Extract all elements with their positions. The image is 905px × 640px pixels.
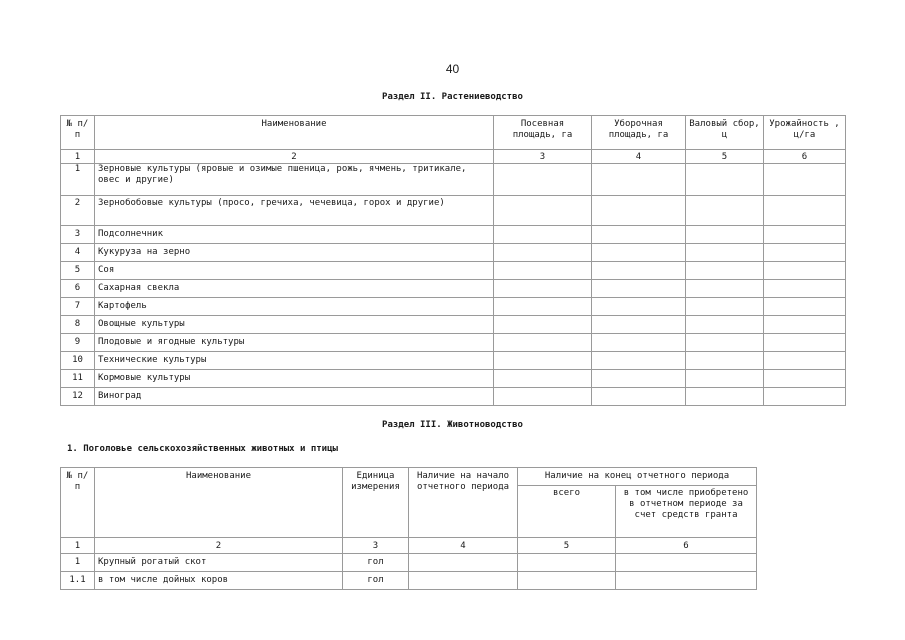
productivity-cell[interactable] — [764, 370, 846, 388]
productivity-cell[interactable] — [764, 196, 846, 226]
harvest-area-cell[interactable] — [592, 262, 686, 280]
table-row — [61, 298, 846, 316]
end-grant-cell[interactable] — [616, 572, 757, 590]
table-row — [61, 226, 846, 244]
gross-yield-cell[interactable] — [686, 334, 764, 352]
start-of-period-cell[interactable] — [409, 554, 518, 572]
row-number: 10 — [61, 352, 95, 370]
table-row — [61, 352, 846, 370]
row-number: 3 — [61, 226, 95, 244]
gross-yield-cell[interactable] — [686, 352, 764, 370]
row-number: 5 — [61, 262, 95, 280]
productivity-cell[interactable] — [764, 244, 846, 262]
col-number: 6 — [764, 150, 846, 164]
productivity-cell[interactable] — [764, 298, 846, 316]
harvest-area-cell[interactable] — [592, 370, 686, 388]
header-end-total: всего — [518, 486, 616, 538]
gross-yield-cell[interactable] — [686, 280, 764, 298]
row-name: Картофель — [95, 298, 494, 316]
header-name: Наименование — [95, 116, 494, 150]
harvest-area-cell[interactable] — [592, 298, 686, 316]
productivity-cell[interactable] — [764, 262, 846, 280]
row-name: Кукуруза на зерно — [95, 244, 494, 262]
row-number: 8 — [61, 316, 95, 334]
row-number: 12 — [61, 388, 95, 406]
gross-yield-cell[interactable] — [686, 226, 764, 244]
row-number: 1 — [61, 164, 95, 196]
row-name: Сахарная свекла — [95, 280, 494, 298]
row-unit: гол — [343, 572, 409, 590]
col-number: 6 — [616, 538, 757, 554]
col-number: 4 — [409, 538, 518, 554]
table-row — [61, 572, 757, 590]
header-harvest-area: Уборочная площадь, га — [592, 116, 686, 150]
gross-yield-cell[interactable] — [686, 262, 764, 280]
row-name: Плодовые и ягодные культуры — [95, 334, 494, 352]
column-number-row — [61, 538, 757, 554]
header-productivity: Урожайность , ц/га — [764, 116, 846, 150]
sown-area-cell[interactable] — [494, 244, 592, 262]
table-row — [61, 334, 846, 352]
harvest-area-cell[interactable] — [592, 316, 686, 334]
header-unit: Единица измерения — [343, 468, 409, 538]
header-name: Наименование — [95, 468, 343, 538]
sown-area-cell[interactable] — [494, 262, 592, 280]
productivity-cell[interactable] — [764, 280, 846, 298]
row-number: 6 — [61, 280, 95, 298]
col-number: 2 — [95, 538, 343, 554]
table-row — [61, 196, 846, 226]
table-row — [61, 370, 846, 388]
productivity-cell[interactable] — [764, 316, 846, 334]
productivity-cell[interactable] — [764, 226, 846, 244]
end-total-cell[interactable] — [518, 554, 616, 572]
table-row — [61, 316, 846, 334]
row-name: Подсолнечник — [95, 226, 494, 244]
header-num: № п/п — [61, 468, 95, 538]
row-name: Зернобобовые культуры (просо, гречиха, чечевица, горох и другие) — [95, 196, 494, 226]
gross-yield-cell[interactable] — [686, 316, 764, 334]
harvest-area-cell[interactable] — [592, 388, 686, 406]
productivity-cell[interactable] — [764, 164, 846, 196]
harvest-area-cell[interactable] — [592, 164, 686, 196]
sown-area-cell[interactable] — [494, 316, 592, 334]
end-grant-cell[interactable] — [616, 554, 757, 572]
header-sown-area: Посевная площадь, га — [494, 116, 592, 150]
row-number: 1 — [61, 554, 95, 572]
gross-yield-cell[interactable] — [686, 196, 764, 226]
table-row — [61, 388, 846, 406]
harvest-area-cell[interactable] — [592, 196, 686, 226]
sown-area-cell[interactable] — [494, 370, 592, 388]
sown-area-cell[interactable] — [494, 334, 592, 352]
row-name: Крупный рогатый скот — [95, 554, 343, 572]
col-number: 4 — [592, 150, 686, 164]
harvest-area-cell[interactable] — [592, 334, 686, 352]
row-number: 2 — [61, 196, 95, 226]
row-name: Соя — [95, 262, 494, 280]
gross-yield-cell[interactable] — [686, 244, 764, 262]
col-number: 1 — [61, 538, 95, 554]
gross-yield-cell[interactable] — [686, 164, 764, 196]
sown-area-cell[interactable] — [494, 352, 592, 370]
row-unit: гол — [343, 554, 409, 572]
start-of-period-cell[interactable] — [409, 572, 518, 590]
col-number: 5 — [518, 538, 616, 554]
productivity-cell[interactable] — [764, 334, 846, 352]
col-number: 3 — [343, 538, 409, 554]
end-total-cell[interactable] — [518, 572, 616, 590]
gross-yield-cell[interactable] — [686, 370, 764, 388]
sown-area-cell[interactable] — [494, 280, 592, 298]
row-number: 7 — [61, 298, 95, 316]
sown-area-cell[interactable] — [494, 388, 592, 406]
row-number: 4 — [61, 244, 95, 262]
livestock-subtitle: 1. Поголовье сельскохозяйственных животных и птицы — [67, 444, 338, 454]
column-number-row — [61, 150, 846, 164]
row-name: Зерновые культуры (яровые и озимые пшеница, рожь, ячмень, тритикале, овес и другие) — [95, 164, 494, 196]
sown-area-cell[interactable] — [494, 226, 592, 244]
page-number: 40 — [445, 62, 460, 76]
productivity-cell[interactable] — [764, 352, 846, 370]
col-number: 2 — [95, 150, 494, 164]
row-name: Кормовые культуры — [95, 370, 494, 388]
harvest-area-cell[interactable] — [592, 244, 686, 262]
sown-area-cell[interactable] — [494, 164, 592, 196]
header-end-of-period: Наличие на конец отчетного периода — [518, 468, 757, 486]
table-row — [61, 280, 846, 298]
productivity-cell[interactable] — [764, 388, 846, 406]
section-3-title: Раздел III. Животноводство — [382, 420, 523, 430]
col-number: 5 — [686, 150, 764, 164]
header-gross-yield: Валовый сбор, ц — [686, 116, 764, 150]
sown-area-cell[interactable] — [494, 298, 592, 316]
row-name: Технические культуры — [95, 352, 494, 370]
table-row — [61, 164, 846, 196]
table-row — [61, 262, 846, 280]
livestock-table — [60, 467, 757, 590]
harvest-area-cell[interactable] — [592, 280, 686, 298]
gross-yield-cell[interactable] — [686, 388, 764, 406]
row-number: 1.1 — [61, 572, 95, 590]
table-header-row — [61, 468, 757, 486]
col-number: 3 — [494, 150, 592, 164]
section-2-title: Раздел II. Растениеводство — [382, 92, 523, 102]
crop-production-table — [60, 115, 846, 406]
sown-area-cell[interactable] — [494, 196, 592, 226]
table-header-row — [61, 116, 846, 150]
table-row — [61, 554, 757, 572]
header-end-grant: в том числе приобретено в отчетном периоде за счет средств гранта — [616, 486, 757, 538]
row-name: в том числе дойных коров — [95, 572, 343, 590]
header-num: № п/п — [61, 116, 95, 150]
harvest-area-cell[interactable] — [592, 352, 686, 370]
gross-yield-cell[interactable] — [686, 298, 764, 316]
col-number: 1 — [61, 150, 95, 164]
row-name: Виноград — [95, 388, 494, 406]
row-number: 11 — [61, 370, 95, 388]
table-row — [61, 244, 846, 262]
header-start-of-period: Наличие на начало отчетного периода — [409, 468, 518, 538]
harvest-area-cell[interactable] — [592, 226, 686, 244]
row-number: 9 — [61, 334, 95, 352]
row-name: Овощные культуры — [95, 316, 494, 334]
